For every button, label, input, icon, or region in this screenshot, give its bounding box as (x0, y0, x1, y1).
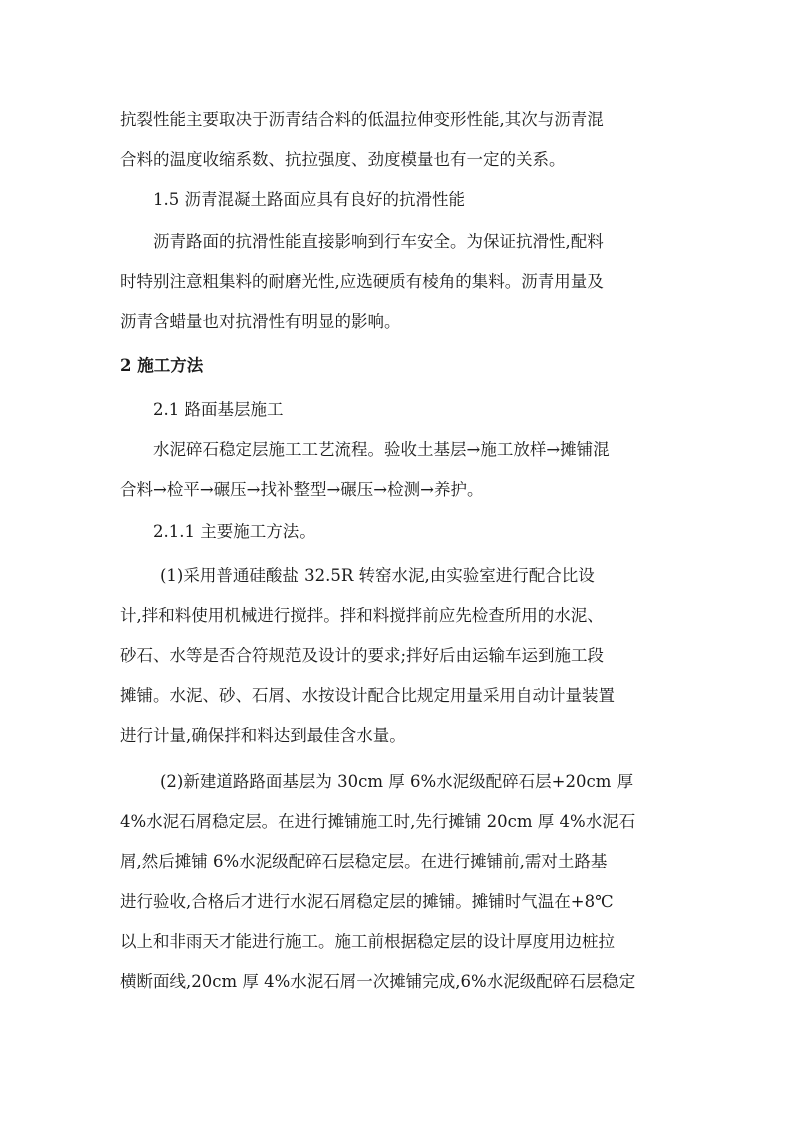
text-line: 以上和非雨天才能进行施工。施工前根据稳定层的设计厚度用边桩拉 (120, 932, 615, 951)
heading-2-1-1: 2.1.1 主要施工方法。 (153, 522, 316, 541)
paragraph-process-flow (120, 430, 676, 510)
text-line: 沥青含蜡量也对抗滑性有明显的影响。 (120, 312, 401, 331)
section-heading-2-1 (120, 390, 676, 430)
text-line: 屑,然后摊铺 6%水泥级配碎石层稳定层。在进行摊铺前,需对土路基 (120, 852, 608, 871)
text-line: 进行验收,合格后才进行水泥石屑稳定层的摊铺。摊铺时气温在+8℃ (120, 892, 614, 911)
text-line: 横断面线,20cm 厚 4%水泥石屑一次摊铺完成,6%水泥级配碎石层稳定 (120, 972, 636, 991)
paragraph-method-2 (120, 762, 676, 1002)
text-line: 砂石、水等是否合符规范及设计的要求;拌好后由运输车运到施工段 (120, 646, 605, 665)
paragraph-skid-resistance (120, 222, 676, 342)
heading-2: 2 施工方法 (120, 356, 204, 375)
paragraph-crack-resistance (120, 100, 676, 180)
text-line: 合料的温度收缩系数、抗拉强度、劲度模量也有一定的关系。 (120, 150, 566, 169)
heading-2-1: 2.1 路面基层施工 (153, 400, 284, 419)
heading-1-5: 1.5 沥青混凝土路面应具有良好的抗滑性能 (153, 190, 465, 209)
paragraph-method-1 (120, 556, 676, 756)
text-line: 4%水泥石屑稳定层。在进行摊铺施工时,先行摊铺 20cm 厚 4%水泥石 (120, 812, 636, 831)
text-line: (2)新建道路路面基层为 30cm 厚 6%水泥级配碎石层+20cm 厚 (160, 772, 634, 791)
section-heading-2 (120, 346, 676, 386)
section-heading-2-1-1 (120, 512, 676, 552)
section-heading-1-5 (120, 180, 676, 220)
text-line: 摊铺。水泥、砂、石屑、水按设计配合比规定用量采用自动计量装置 (120, 686, 615, 705)
text-line: 计,拌和料使用机械进行搅拌。拌和料搅拌前应先检查所用的水泥、 (120, 606, 604, 625)
text-line: 进行计量,确保拌和料达到最佳含水量。 (120, 726, 406, 745)
text-line: 抗裂性能主要取决于沥青结合料的低温拉伸变形性能,其次与沥青混 (120, 110, 604, 129)
text-line: 合料→检平→碾压→找补整型→碾压→检测→养护。 (120, 480, 484, 499)
text-line: 沥青路面的抗滑性能直接影响到行车安全。为保证抗滑性,配料 (153, 232, 604, 251)
text-line: (1)采用普通硅酸盐 32.5R 转窑水泥,由实验室进行配合比设 (160, 566, 595, 585)
text-line: 水泥碎石稳定层施工工艺流程。验收土基层→施工放样→摊铺混 (153, 440, 610, 459)
text-line: 时特别注意粗集料的耐磨光性,应选硬质有棱角的集料。沥青用量及 (120, 272, 604, 291)
